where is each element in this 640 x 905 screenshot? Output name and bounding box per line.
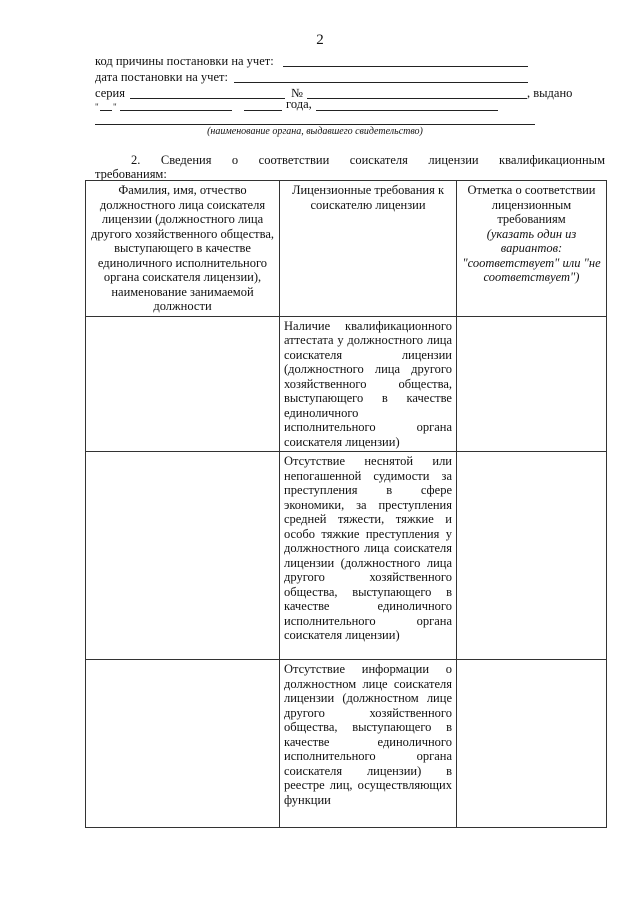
requirement-cell: Наличие квалификационного аттестата у должностного лица соискателя лицензии (должностного лица другого хозяйственного общества, выступающего в качестве единоличного исполнительного органа соискателя лицензии) [280, 316, 457, 452]
header-mark [457, 181, 607, 317]
person-cell[interactable] [86, 660, 280, 828]
table-row [86, 660, 607, 828]
date-month-field[interactable] [120, 110, 232, 111]
section-title-line1: 2. Сведения о соответствии соискателя лицензии квалификационным [131, 153, 605, 167]
header-requirements: Лицензионные требования к соискателю лицензии [280, 181, 457, 317]
date-quote-open: " [95, 102, 99, 112]
table-row [86, 316, 607, 452]
year-label: года, [286, 97, 312, 111]
issued-label: , выдано [527, 86, 573, 100]
mark-cell[interactable] [457, 316, 607, 452]
header-person: Фамилия, имя, отчество должностного лица соискателя лицензии (должностного лица другого хозяйственного общества, выступающего в качестве единоличного исполнительного органа соискателя лицензии), наименование занимаемой должности [86, 181, 280, 317]
header-mark-hint: (указать один из вариантов: "соответствует" или "не соответствует") [462, 226, 601, 284]
issuer-field[interactable] [95, 124, 535, 125]
header-mark-title: Отметка о соответствии лицензионным требованиям [467, 183, 596, 226]
page-number: 2 [316, 32, 324, 48]
mark-cell[interactable] [457, 660, 607, 828]
date-day-field[interactable] [100, 110, 112, 111]
date-year-field[interactable] [244, 110, 282, 111]
person-cell[interactable] [86, 452, 280, 660]
issuer-caption: (наименование органа, выдавшего свидетельство) [207, 126, 423, 137]
series-label: серия [95, 86, 125, 100]
requirement-cell: Отсутствие неснятой или непогашенной судимости за преступления в сфере экономики, за преступления средней тяжести, тяжкие и особо тяжкие преступления у должностного лица соискателя лицензии (должностного лица другого хозяйственного общества, выступающего в качестве единоличного исполнительного органа соискателя лицензии) [280, 452, 457, 660]
registration-reason-code-field[interactable] [283, 66, 528, 67]
registration-date-field[interactable] [234, 82, 528, 83]
issuer-field-part1[interactable] [316, 110, 498, 111]
date-quote-close: " [113, 102, 117, 112]
requirement-cell: Отсутствие информации о должностном лице соискателя лицензии (должностном лице другого хозяйственного общества, выступающего в качестве единоличного исполнительного органа соискателя лицензии) в реестре лиц, осуществляющих функции [280, 660, 457, 828]
number-label: № [291, 86, 303, 100]
series-field[interactable] [130, 98, 285, 99]
person-cell[interactable] [86, 316, 280, 452]
mark-cell[interactable] [457, 452, 607, 660]
table-row [86, 452, 607, 660]
registration-reason-code-label: код причины постановки на учет: [95, 54, 274, 68]
number-field[interactable] [307, 98, 527, 99]
section-title-line2: требованиям: [95, 167, 167, 181]
requirements-table [85, 180, 607, 828]
section-title [95, 153, 605, 181]
registration-date-label: дата постановки на учет: [95, 70, 228, 84]
table-header-row [86, 181, 607, 317]
